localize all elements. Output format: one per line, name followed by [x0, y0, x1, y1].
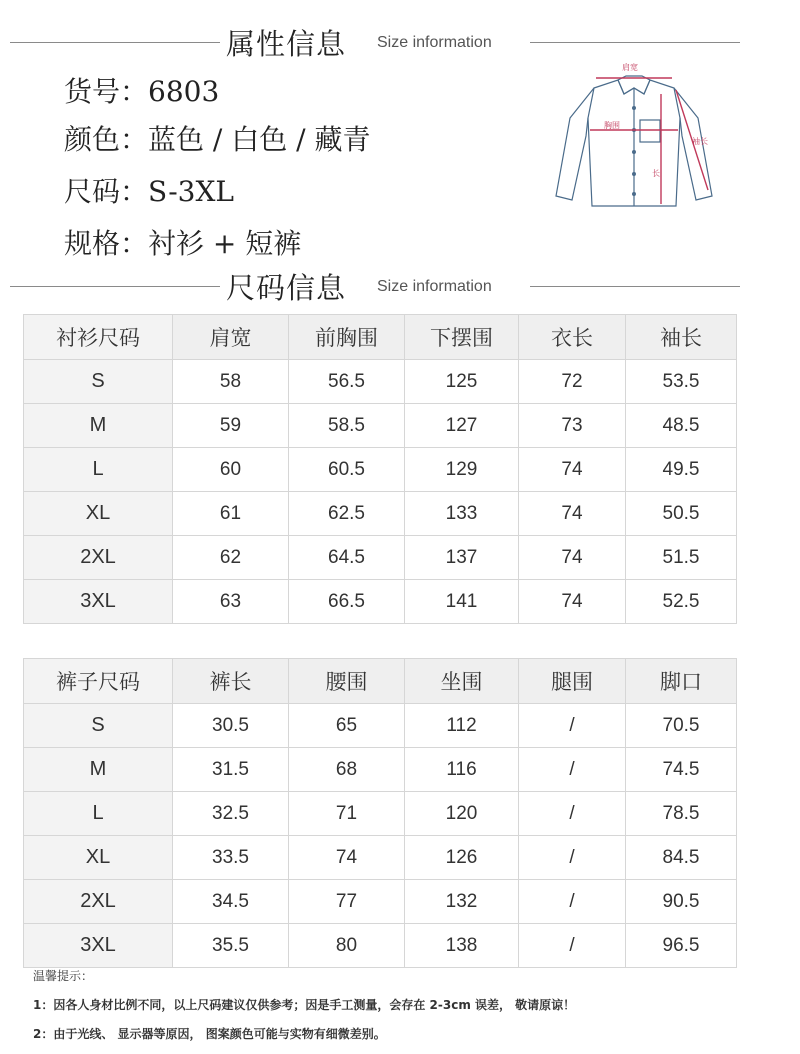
table-cell: 129: [405, 448, 519, 492]
attribute-key: 规格：: [64, 227, 149, 260]
table-cell: 125: [405, 360, 519, 404]
column-header: 脚口: [626, 659, 737, 704]
table-cell: L: [24, 448, 173, 492]
table-cell: /: [519, 924, 626, 968]
table-cell: 126: [405, 836, 519, 880]
attribute-size: [64, 170, 234, 210]
table-row: [24, 536, 737, 580]
column-header: 衬衫尺码: [24, 315, 173, 360]
table-cell: 116: [405, 748, 519, 792]
table-row: [24, 880, 737, 924]
table-cell: 49.5: [626, 448, 737, 492]
table-header-row: [24, 659, 737, 704]
table-cell: 31.5: [173, 748, 289, 792]
table-cell: 61: [173, 492, 289, 536]
table-cell: 74: [289, 836, 405, 880]
table-cell: /: [519, 880, 626, 924]
table-cell: 137: [405, 536, 519, 580]
table-cell: 32.5: [173, 792, 289, 836]
table-cell: 138: [405, 924, 519, 968]
table-cell: S: [24, 704, 173, 748]
table-cell: 72: [519, 360, 626, 404]
table-cell: 133: [405, 492, 519, 536]
table-cell: 30.5: [173, 704, 289, 748]
table-cell: L: [24, 792, 173, 836]
section-title: 尺码信息: [226, 271, 347, 305]
header-divider-left: [10, 42, 220, 43]
table-cell: XL: [24, 836, 173, 880]
table-cell: /: [519, 792, 626, 836]
diagram-label-sleeve: 袖长: [692, 137, 708, 146]
note-item: 2：由于光线、 显示器等原因， 图案颜色可能与实物有细微差别。: [33, 1027, 386, 1041]
column-header: 前胸围: [289, 315, 405, 360]
table-cell: 74: [519, 536, 626, 580]
header-divider-right: [530, 286, 740, 287]
header-divider-left: [10, 286, 220, 287]
table-cell: 90.5: [626, 880, 737, 924]
table-cell: 70.5: [626, 704, 737, 748]
table-cell: 60: [173, 448, 289, 492]
table-cell: XL: [24, 492, 173, 536]
column-header: 腰围: [289, 659, 405, 704]
table-cell: 58: [173, 360, 289, 404]
table-cell: 120: [405, 792, 519, 836]
table-cell: 2XL: [24, 880, 173, 924]
attribute-key: 颜色：: [64, 123, 149, 156]
table-row: [24, 792, 737, 836]
table-cell: 50.5: [626, 492, 737, 536]
attribute-value: 6803: [148, 75, 220, 108]
table-cell: 3XL: [24, 924, 173, 968]
diagram-label-shoulder: 肩宽: [622, 63, 638, 72]
table-cell: 66.5: [289, 580, 405, 624]
table-row: [24, 580, 737, 624]
column-header: 裤长: [173, 659, 289, 704]
table-cell: 34.5: [173, 880, 289, 924]
table-cell: 71: [289, 792, 405, 836]
table-row: [24, 748, 737, 792]
attribute-spec: [64, 222, 301, 262]
table-cell: /: [519, 836, 626, 880]
table-cell: 77: [289, 880, 405, 924]
table-cell: 127: [405, 404, 519, 448]
table-cell: M: [24, 404, 173, 448]
table-cell: /: [519, 748, 626, 792]
attribute-value: 衬衫 + 短裤: [148, 227, 302, 260]
column-header: 坐围: [405, 659, 519, 704]
table-row: [24, 448, 737, 492]
table-cell: 63: [173, 580, 289, 624]
attribute-key: 货号：: [64, 75, 149, 108]
table-cell: 62.5: [289, 492, 405, 536]
table-cell: 112: [405, 704, 519, 748]
table-cell: /: [519, 704, 626, 748]
table-row: [24, 924, 737, 968]
notes-heading: 温馨提示：: [33, 969, 94, 983]
size-section-header: [0, 264, 800, 308]
table-cell: 65: [289, 704, 405, 748]
section-subtitle: Size information: [377, 34, 492, 51]
pants-size-table: [23, 658, 737, 968]
table-cell: 51.5: [626, 536, 737, 580]
table-cell: 132: [405, 880, 519, 924]
table-cell: M: [24, 748, 173, 792]
column-header: 下摆围: [405, 315, 519, 360]
column-header: 裤子尺码: [24, 659, 173, 704]
table-cell: 78.5: [626, 792, 737, 836]
shirt-measurement-diagram: [548, 58, 720, 218]
table-cell: 33.5: [173, 836, 289, 880]
table-cell: 80: [289, 924, 405, 968]
table-cell: 62: [173, 536, 289, 580]
table-cell: 84.5: [626, 836, 737, 880]
table-cell: 68: [289, 748, 405, 792]
notes: [33, 967, 575, 1054]
table-cell: 3XL: [24, 580, 173, 624]
note-item: 1：因各人身材比例不同，以上尺码建议仅供参考；因是手工测量，会存在 2-3cm 误差， 敬请原谅！: [33, 998, 576, 1012]
attribute-value: S-3XL: [148, 175, 235, 208]
attribute-key: 尺码：: [64, 175, 149, 208]
table-cell: 2XL: [24, 536, 173, 580]
column-header: 肩宽: [173, 315, 289, 360]
table-cell: 35.5: [173, 924, 289, 968]
table-cell: 59: [173, 404, 289, 448]
section-subtitle: Size information: [377, 278, 492, 295]
shirt-size-table: [23, 314, 737, 624]
table-cell: 73: [519, 404, 626, 448]
table-header-row: [24, 315, 737, 360]
table-row: [24, 492, 737, 536]
table-row: [24, 360, 737, 404]
diagram-label-chest: 胸围: [604, 121, 620, 130]
column-header: 衣长: [519, 315, 626, 360]
table-cell: 48.5: [626, 404, 737, 448]
table-cell: 56.5: [289, 360, 405, 404]
table-cell: 74: [519, 580, 626, 624]
table-cell: 141: [405, 580, 519, 624]
table-cell: S: [24, 360, 173, 404]
section-title: 属性信息: [226, 27, 347, 61]
table-cell: 74: [519, 492, 626, 536]
diagram-label-length: 长: [652, 169, 660, 178]
column-header: 袖长: [626, 315, 737, 360]
table-row: [24, 836, 737, 880]
attribute-value: 蓝色 / 白色 / 藏青: [148, 123, 371, 156]
table-cell: 64.5: [289, 536, 405, 580]
column-header: 腿围: [519, 659, 626, 704]
table-row: [24, 704, 737, 748]
table-cell: 52.5: [626, 580, 737, 624]
table-cell: 58.5: [289, 404, 405, 448]
table-cell: 74: [519, 448, 626, 492]
header-divider-right: [530, 42, 740, 43]
table-cell: 60.5: [289, 448, 405, 492]
attribute-color: [64, 118, 371, 158]
attribute-item-number: [64, 70, 219, 110]
table-cell: 74.5: [626, 748, 737, 792]
table-cell: 96.5: [626, 924, 737, 968]
table-row: [24, 404, 737, 448]
table-cell: 53.5: [626, 360, 737, 404]
